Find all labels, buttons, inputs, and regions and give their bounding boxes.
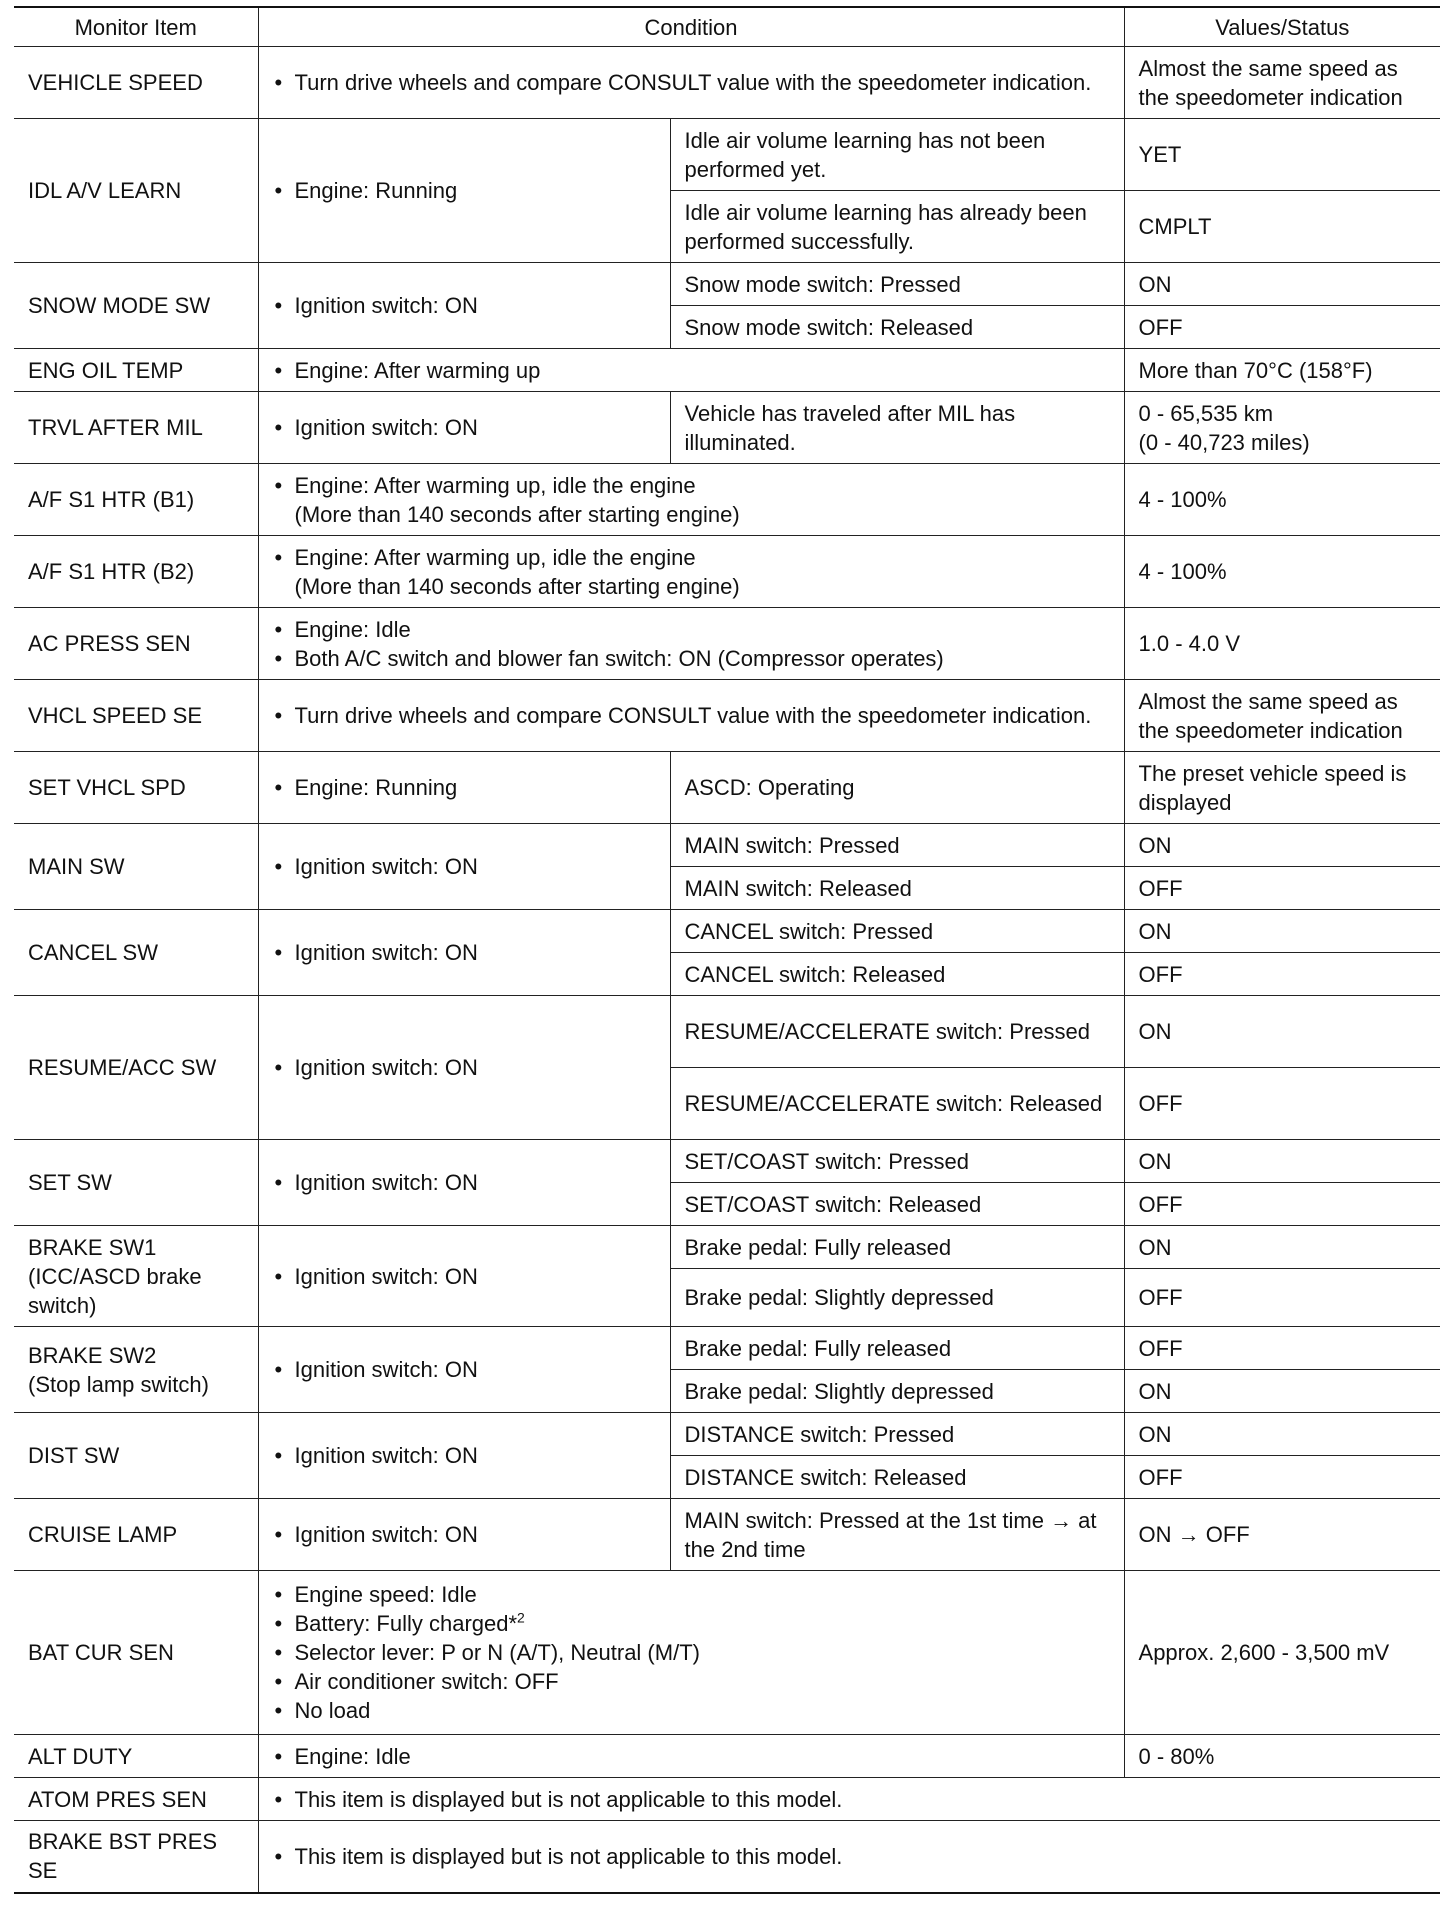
monitor-item — [14, 1327, 258, 1413]
header-monitor-item: Monitor Item — [14, 7, 258, 47]
condition — [258, 1735, 1124, 1778]
table-row — [14, 392, 1440, 464]
condition — [258, 464, 1124, 536]
condition — [258, 1821, 1440, 1893]
value-status: 1.0 - 4.0 V — [1124, 608, 1440, 680]
monitor-item: A/F S1 HTR (B1) — [14, 464, 258, 536]
sub-condition: CANCEL switch: Released — [670, 953, 1124, 996]
sub-condition: CANCEL switch: Pressed — [670, 910, 1124, 953]
value-status: ON — [1124, 1413, 1440, 1456]
monitor-item: ALT DUTY — [14, 1735, 258, 1778]
table-row — [14, 47, 1440, 119]
sub-condition: Snow mode switch: Pressed — [670, 263, 1124, 306]
condition — [258, 1778, 1440, 1821]
sub-condition: Snow mode switch: Released — [670, 306, 1124, 349]
value-status: ON — [1124, 996, 1440, 1068]
value-status: OFF — [1124, 306, 1440, 349]
condition-bullet: • Engine: Running — [273, 773, 656, 802]
condition-bullet: • Ignition switch: ON — [273, 852, 656, 881]
footnote-marker: 2 — [517, 1609, 525, 1626]
condition — [258, 536, 1124, 608]
sub-condition: Brake pedal: Fully released — [670, 1226, 1124, 1269]
table-row — [14, 752, 1440, 824]
value-status: OFF — [1124, 1183, 1440, 1226]
monitor-item: SNOW MODE SW — [14, 263, 258, 349]
table-row — [14, 910, 1440, 953]
monitor-item: VHCL SPEED SE — [14, 680, 258, 752]
table-row — [14, 608, 1440, 680]
monitor-item: TRVL AFTER MIL — [14, 392, 258, 464]
condition-bullet: • Both A/C switch and blower fan switch: ON (Compressor operates) — [273, 644, 1110, 673]
sub-condition: ASCD: Operating — [670, 752, 1124, 824]
value-line: 0 - 65,535 km — [1138, 400, 1274, 426]
value-status: Almost the same speed as the speedometer indication — [1124, 47, 1440, 119]
monitor-item: CRUISE LAMP — [14, 1499, 258, 1571]
monitor-item: RESUME/ACC SW — [14, 996, 258, 1140]
condition-bullet: • Engine: Idle — [273, 615, 1110, 644]
sub-condition: RESUME/ACCELERATE switch: Pressed — [670, 996, 1124, 1068]
condition — [258, 996, 670, 1140]
condition-bullet: • Selector lever: P or N (A/T), Neutral (M/T) — [273, 1638, 1110, 1667]
condition-bullet: • This item is displayed but is not applicable to this model. — [273, 1785, 1427, 1814]
table-row — [14, 1140, 1440, 1183]
value-status: 4 - 100% — [1124, 536, 1440, 608]
table-row — [14, 349, 1440, 392]
sub-condition: Brake pedal: Fully released — [670, 1327, 1124, 1370]
value-line: (0 - 40,723 miles) — [1138, 429, 1310, 455]
table-row — [14, 263, 1440, 306]
monitor-item — [14, 1226, 258, 1327]
monitor-item-note: (Stop lamp switch) — [28, 1371, 209, 1397]
monitor-item: SET SW — [14, 1140, 258, 1226]
sub-condition: SET/COAST switch: Released — [670, 1183, 1124, 1226]
monitor-item-note: (ICC/ASCD brake switch) — [28, 1263, 202, 1318]
sub-condition: SET/COAST switch: Pressed — [670, 1140, 1124, 1183]
condition — [258, 119, 670, 263]
condition — [258, 824, 670, 910]
table-row — [14, 464, 1440, 536]
value-status: ON — [1124, 1370, 1440, 1413]
monitor-item-table — [14, 6, 1440, 1894]
table-row — [14, 1571, 1440, 1735]
sub-condition: Brake pedal: Slightly depressed — [670, 1269, 1124, 1327]
monitor-item-line: BRAKE SW2 — [28, 1342, 157, 1368]
condition-bullet: • Engine: Running — [273, 176, 656, 205]
condition-bullet: • Engine: Idle — [273, 1742, 1110, 1771]
table-row — [14, 680, 1440, 752]
value-status: Almost the same speed as the speedometer indication — [1124, 680, 1440, 752]
sub-condition: RESUME/ACCELERATE switch: Released — [670, 1068, 1124, 1140]
monitor-item: CANCEL SW — [14, 910, 258, 996]
sub-condition: MAIN switch: Released — [670, 867, 1124, 910]
condition — [258, 47, 1124, 119]
monitor-item: AC PRESS SEN — [14, 608, 258, 680]
condition-bullet: • Ignition switch: ON — [273, 1053, 656, 1082]
value-status: ON — [1124, 824, 1440, 867]
value-status: More than 70°C (158°F) — [1124, 349, 1440, 392]
condition-continuation: (More than 140 seconds after starting engine) — [294, 501, 740, 527]
table-row — [14, 536, 1440, 608]
condition-continuation: (More than 140 seconds after starting engine) — [294, 573, 740, 599]
table-row — [14, 1499, 1440, 1571]
value-status: 0 - 80% — [1124, 1735, 1440, 1778]
value-status: OFF — [1124, 867, 1440, 910]
sub-condition: Brake pedal: Slightly depressed — [670, 1370, 1124, 1413]
condition — [258, 263, 670, 349]
value-status: OFF — [1124, 1327, 1440, 1370]
condition-bullet: • Ignition switch: ON — [273, 1168, 656, 1197]
sub-condition: Idle air volume learning has not been performed yet. — [670, 119, 1124, 191]
condition — [258, 752, 670, 824]
condition-bullet: • Ignition switch: ON — [273, 1262, 656, 1291]
table-row — [14, 119, 1440, 191]
condition-bullet: • This item is displayed but is not applicable to this model. — [273, 1842, 1427, 1871]
condition — [258, 680, 1124, 752]
condition-bullet: • Engine: After warming up, idle the engine — [273, 471, 1110, 500]
value-status: ON — [1124, 1140, 1440, 1183]
header-values-status: Values/Status — [1124, 7, 1440, 47]
value-status: OFF — [1124, 953, 1440, 996]
condition-bullet: • Ignition switch: ON — [273, 938, 656, 967]
value-status: YET — [1124, 119, 1440, 191]
condition — [258, 1327, 670, 1413]
condition-text: Battery: Fully charged* — [294, 1611, 518, 1636]
table-row — [14, 1226, 1440, 1269]
monitor-item: IDL A/V LEARN — [14, 119, 258, 263]
value-status: ON — [1124, 910, 1440, 953]
condition-bullet: • Ignition switch: ON — [273, 1355, 656, 1384]
value-status: OFF — [1124, 1068, 1440, 1140]
monitor-item: ENG OIL TEMP — [14, 349, 258, 392]
condition — [258, 1226, 670, 1327]
monitor-item: A/F S1 HTR (B2) — [14, 536, 258, 608]
condition-bullet: • Ignition switch: ON — [273, 1520, 656, 1549]
value-status: CMPLT — [1124, 191, 1440, 263]
monitor-item: SET VHCL SPD — [14, 752, 258, 824]
sub-condition: Vehicle has traveled after MIL has illuminated. — [670, 392, 1124, 464]
value-status: The preset vehicle speed is displayed — [1124, 752, 1440, 824]
condition — [258, 392, 670, 464]
condition-bullet: • Turn drive wheels and compare CONSULT value with the speedometer indication. — [273, 701, 1110, 730]
condition-bullet: • Ignition switch: ON — [273, 1441, 656, 1470]
condition — [258, 1499, 670, 1571]
table-row — [14, 1778, 1440, 1821]
value-status: 4 - 100% — [1124, 464, 1440, 536]
condition — [258, 349, 1124, 392]
condition — [258, 910, 670, 996]
table-row — [14, 1413, 1440, 1456]
condition-bullet: • Ignition switch: ON — [273, 413, 656, 442]
monitor-item: BAT CUR SEN — [14, 1571, 258, 1735]
sub-condition: Idle air volume learning has already been performed successfully. — [670, 191, 1124, 263]
value-status: OFF — [1124, 1456, 1440, 1499]
condition — [258, 1413, 670, 1499]
value-status: ON → OFF — [1124, 1499, 1440, 1571]
monitor-item: BRAKE BST PRES SE — [14, 1821, 258, 1893]
monitor-item: DIST SW — [14, 1413, 258, 1499]
header-row — [14, 7, 1440, 47]
monitor-item: ATOM PRES SEN — [14, 1778, 258, 1821]
condition — [258, 1571, 1124, 1735]
condition-bullet — [273, 1609, 1110, 1638]
condition-bullet: • Engine: After warming up — [273, 356, 1110, 385]
monitor-item: VEHICLE SPEED — [14, 47, 258, 119]
condition — [258, 608, 1124, 680]
condition-bullet: • Turn drive wheels and compare CONSULT value with the speedometer indication. — [273, 68, 1110, 97]
header-condition: Condition — [258, 7, 1124, 47]
table-row — [14, 1327, 1440, 1370]
table-row — [14, 996, 1440, 1068]
condition-bullet: • Engine: After warming up, idle the engine — [273, 543, 1110, 572]
sub-condition: DISTANCE switch: Pressed — [670, 1413, 1124, 1456]
sub-condition: MAIN switch: Pressed — [670, 824, 1124, 867]
monitor-item-line: BRAKE SW1 — [28, 1234, 157, 1260]
condition-bullet: • Air conditioner switch: OFF — [273, 1667, 1110, 1696]
value-status — [1124, 392, 1440, 464]
condition-bullet: • No load — [273, 1696, 1110, 1725]
value-status: Approx. 2,600 - 3,500 mV — [1124, 1571, 1440, 1735]
value-status: OFF — [1124, 1269, 1440, 1327]
condition — [258, 1140, 670, 1226]
table-row — [14, 1735, 1440, 1778]
condition-bullet: • Engine speed: Idle — [273, 1580, 1110, 1609]
table-row — [14, 824, 1440, 867]
sub-condition: DISTANCE switch: Released — [670, 1456, 1124, 1499]
condition-bullet: • Ignition switch: ON — [273, 291, 656, 320]
value-status: ON — [1124, 1226, 1440, 1269]
monitor-item: MAIN SW — [14, 824, 258, 910]
table-row — [14, 1821, 1440, 1893]
value-status: ON — [1124, 263, 1440, 306]
sub-condition: MAIN switch: Pressed at the 1st time → at the 2nd time — [670, 1499, 1124, 1571]
